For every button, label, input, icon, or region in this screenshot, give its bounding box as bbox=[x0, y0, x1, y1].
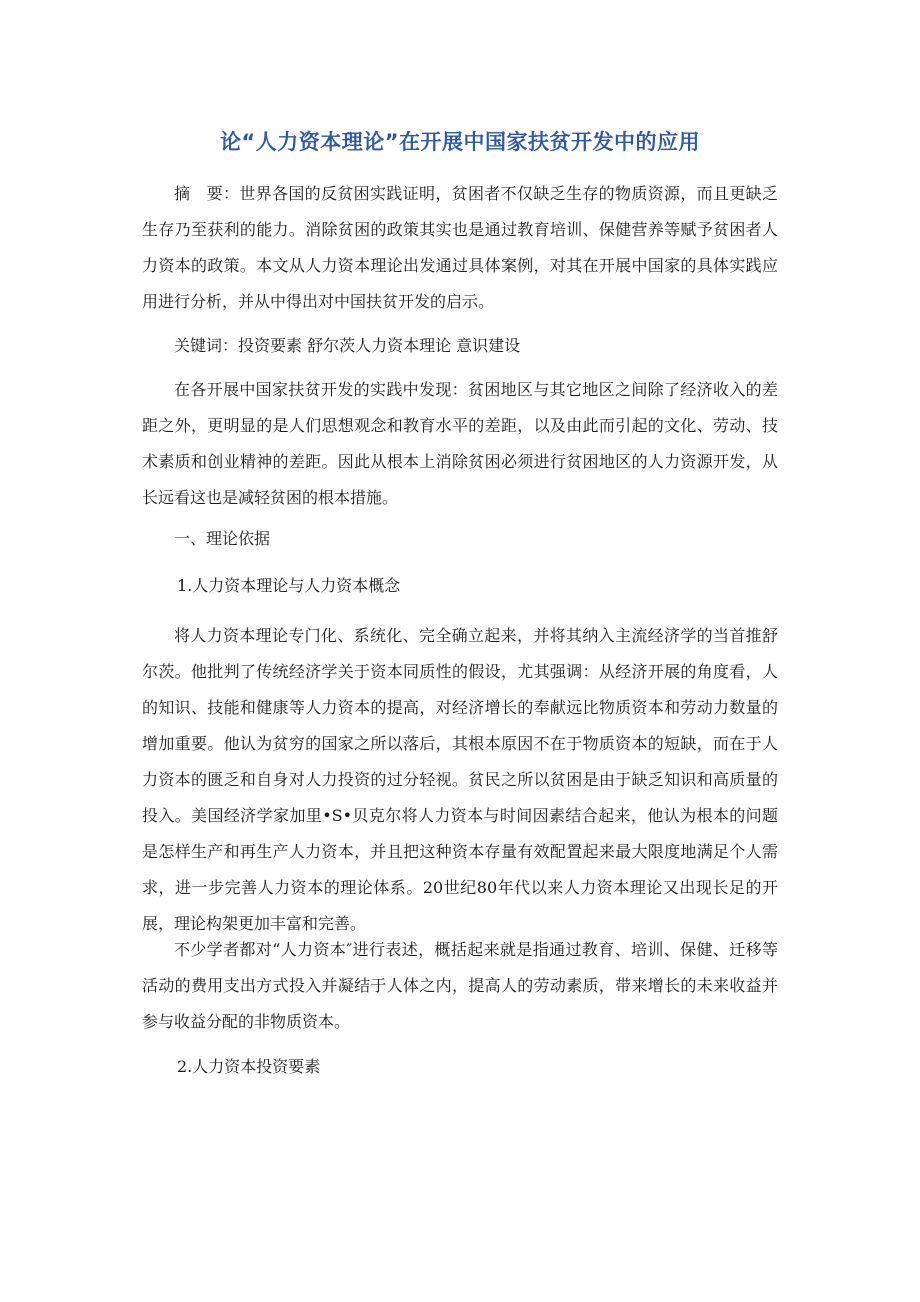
schultz-paragraph: 将人力资本理论专门化、系统化、完全确立起来，并将其纳入主流经济学的当首推舒尔茨。他批判了传统经济学关于资本同质性的假设，尤其强调：从经济开展的角度看，人的知识、技能和健康等人力资本的提高，对经济增长的奉献远比物质资本和劳动力数量的增加重要。他认为贫穷的国家之所以落后，其根本原因不在于物质资本的短缺，而在于人力资本的匮乏和自身对人力投资的过分轻视。贫民之所以贫困是由于缺乏知识和高质量的投入。美国经济学家加里•S•贝克尔将人力资本与时间因素结合起来，他认为根本的问题是怎样生产和再生产人力资本，并且把这种资本存量有效配置起来最大限度地满足个人需求，进一步完善人力资本的理论体系。20世纪80年代以来人力资本理论又出现长足的开展，理论构架更加丰富和完善。 bbox=[142, 626, 778, 933]
keywords-line: 关键词：投资要素 舒尔茨人力资本理论 意识建设 bbox=[174, 336, 521, 355]
subsection-heading-human-capital-concept: 1.人力资本理论与人力资本概念 bbox=[177, 576, 401, 595]
subsection-heading-investment-factors: 2.人力资本投资要素 bbox=[177, 1057, 321, 1076]
document-title: 论“人力资本理论”在开展中国家扶贫开发中的应用 bbox=[219, 130, 701, 154]
intro-paragraph: 在各开展中国家扶贫开发的实践中发现：贫困地区与其它地区之间除了经济收入的差距之外，更明显的是人们思想观念和教育水平的差距，以及由此而引起的文化、劳动、技术素质和创业精神的差距。因此从根本上消除贫困必须进行贫困地区的人力资源开发，从长远看这也是减轻贫困的根本措施。 bbox=[142, 380, 778, 507]
section-heading-theory-basis: 一、理论依据 bbox=[174, 529, 271, 548]
abstract-paragraph: 摘 要：世界各国的反贫困实践证明，贫困者不仅缺乏生存的物质资源，而且更缺乏生存乃至获利的能力。消除贫困的政策其实也是通过教育培训、保健营养等赋予贫困者人力资本的政策。本文从人力资本理论出发通过具体案例，对其在开展中国家的具体实践应用进行分析，并从中得出对中国扶贫开发的启示。 bbox=[142, 184, 778, 311]
definition-paragraph: 不少学者都对“人力资本″进行表述，概括起来就是指通过教育、培训、保健、迁移等活动的费用支出方式投入并凝结于人体之内，提高人的劳动素质，带来增长的未来收益并参与收益分配的非物质资本。 bbox=[142, 940, 778, 1031]
